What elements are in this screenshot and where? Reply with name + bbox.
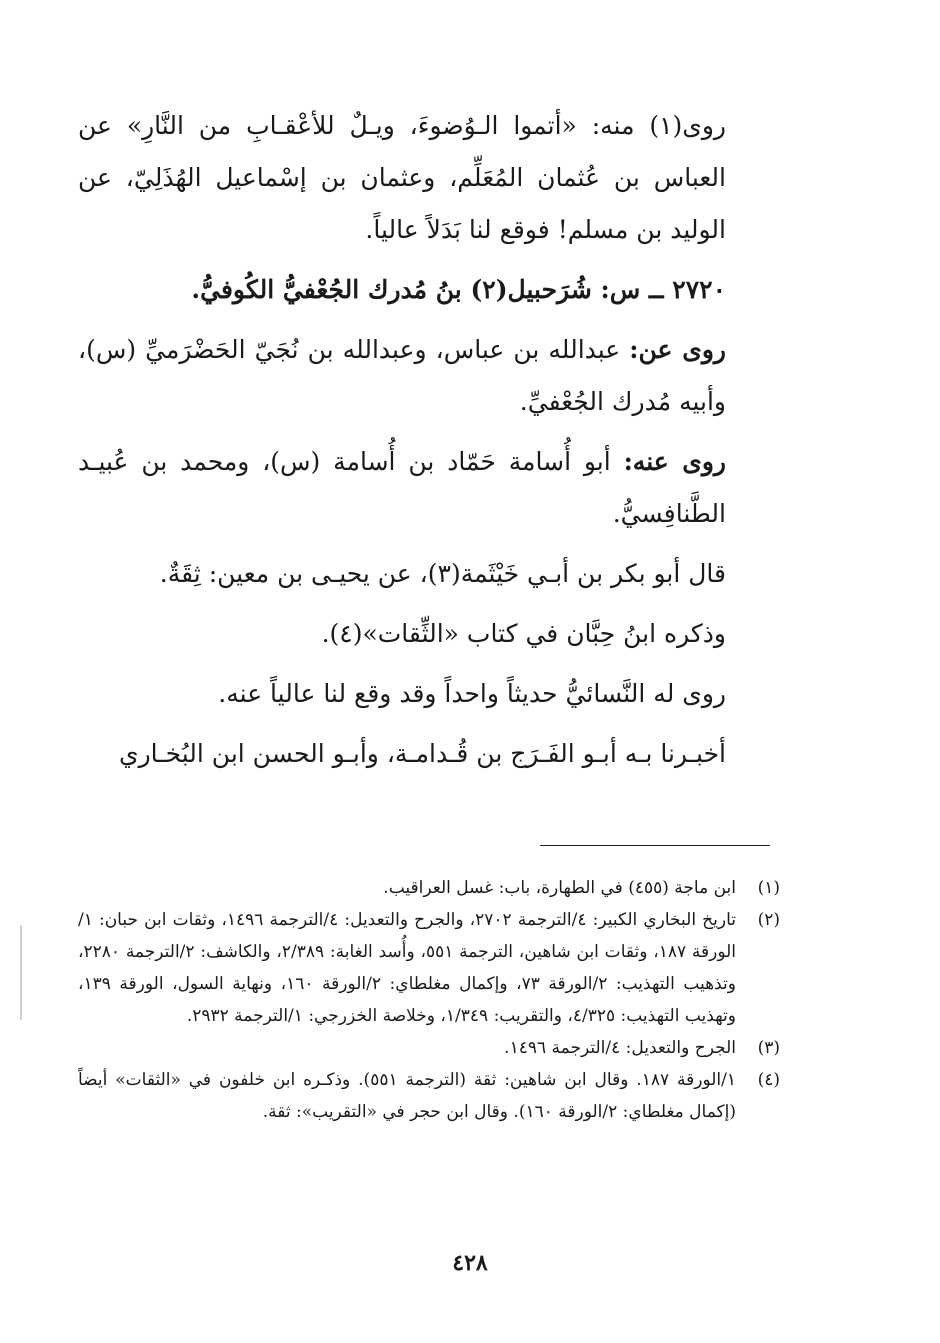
paragraph-narrators bbox=[78, 436, 778, 540]
paragraph-chain: أخبـرنا بـه أبـو الفَـرَج بن قُـدامـة، وأبـو الحسن ابن البُخـاري bbox=[119, 739, 726, 768]
footnote-text: الجرح والتعديل: ٤/الترجمة ١٤٩٦. bbox=[504, 1038, 736, 1058]
footnote-text: ابن ماجة (٤٥٥) في الطهارة، باب: غسل العراقيب. bbox=[383, 878, 736, 898]
entry-title: ٢٧٢٠ ــ س: شُرَحبيل(٢) بنُ مُدرك الجُعْفيُّ الكُوفيُّ. bbox=[191, 275, 726, 304]
page-number: ٤٢٨ bbox=[452, 1250, 488, 1276]
footnotes bbox=[78, 872, 780, 1128]
scan-artifact-line bbox=[20, 925, 22, 1020]
paragraph-grading: قال أبو بكر بن أبـي خَيْثَمة(٣)، عن يحيـى بن معين: ثِقَةٌ. bbox=[159, 559, 726, 588]
paragraph-narrated-from bbox=[78, 324, 778, 428]
footnote bbox=[78, 904, 780, 1032]
footnote-text: تاريخ البخاري الكبير: ٤/الترجمة ٢٧٠٢، والجرح والتعديل: ٤/الترجمة ١٤٩٦، وثقات ابن حبان: ١/الورقة ١٨٧، وثقات ابن شاهين، الترجمة ٥٥١، وأُسد الغابة: ٢/٣٨٩، والكاشف: ٢/الترجمة ٢٢٨٠، وتذهيب التهذيب: ٢/الورقة ٧٣، وإكمال مغلطاي: ٢/الورقة ١٦٠، ونهاية السول، الورقة ١٣٩، وتهذيب التهذيب: ٤/٣٢٥، والتقريب: ١/٣٤٩، وخلاصة الخزرجي: ١/الترجمة ٢٩٣٢. bbox=[78, 910, 737, 1026]
paragraph-nasai: روى له النَّسائيُّ حديثاً واحداً وقد وقع لنا عالياً عنه. bbox=[218, 679, 726, 708]
narrated-from-label: روى عن: bbox=[629, 335, 727, 364]
main-text bbox=[78, 100, 778, 788]
footnote-number: (٢) bbox=[757, 910, 780, 930]
narrators-text: أبو أُسامة حَمّاد بن أُسامة (س)، ومحمد بن عُبيـد الطَّنافِسيُّ. bbox=[78, 447, 726, 528]
footnote-number: (٤) bbox=[757, 1070, 780, 1090]
footnote bbox=[78, 1064, 780, 1128]
footnote-number: (١) bbox=[757, 878, 780, 898]
footnote-separator bbox=[540, 845, 770, 846]
footnote bbox=[78, 872, 780, 904]
narrated-from-text: عبدالله بن عباس، وعبدالله بن نُجَيّ الحَضْرَميِّ (س)، وأبيه مُدرك الجُعْفيِّ. bbox=[78, 335, 726, 416]
footnote bbox=[78, 1032, 780, 1064]
footnote-number: (٣) bbox=[757, 1038, 780, 1058]
footnote-text: ١/الورقة ١٨٧. وقال ابن شاهين: ثقة (الترجمة ٥٥١). وذكـره ابن خلفون في «الثقات» أيضاً (إكمال مغلطاي: ٢/الورقة ١٦٠). وقال ابن حجر في «التقريب»: ثقة. bbox=[78, 1070, 736, 1122]
paragraph-mention: وذكره ابنُ حِبَّان في كتاب «الثِّقات»(٤). bbox=[321, 619, 726, 648]
paragraph-narration: روى(١) منه: «أتموا الـوُضوءَ، ويـلٌ للأعْقـابِ من النَّارِ» عن العباس بن عُثمان المُعَلِّم، وعثمان بن إسْماعيل الهُذَلِيّ، عن الوليد بن مسلم! فوقع لنا بَدَلاً عالياً. bbox=[78, 111, 726, 244]
narrators-label: روى عنه: bbox=[623, 447, 726, 476]
